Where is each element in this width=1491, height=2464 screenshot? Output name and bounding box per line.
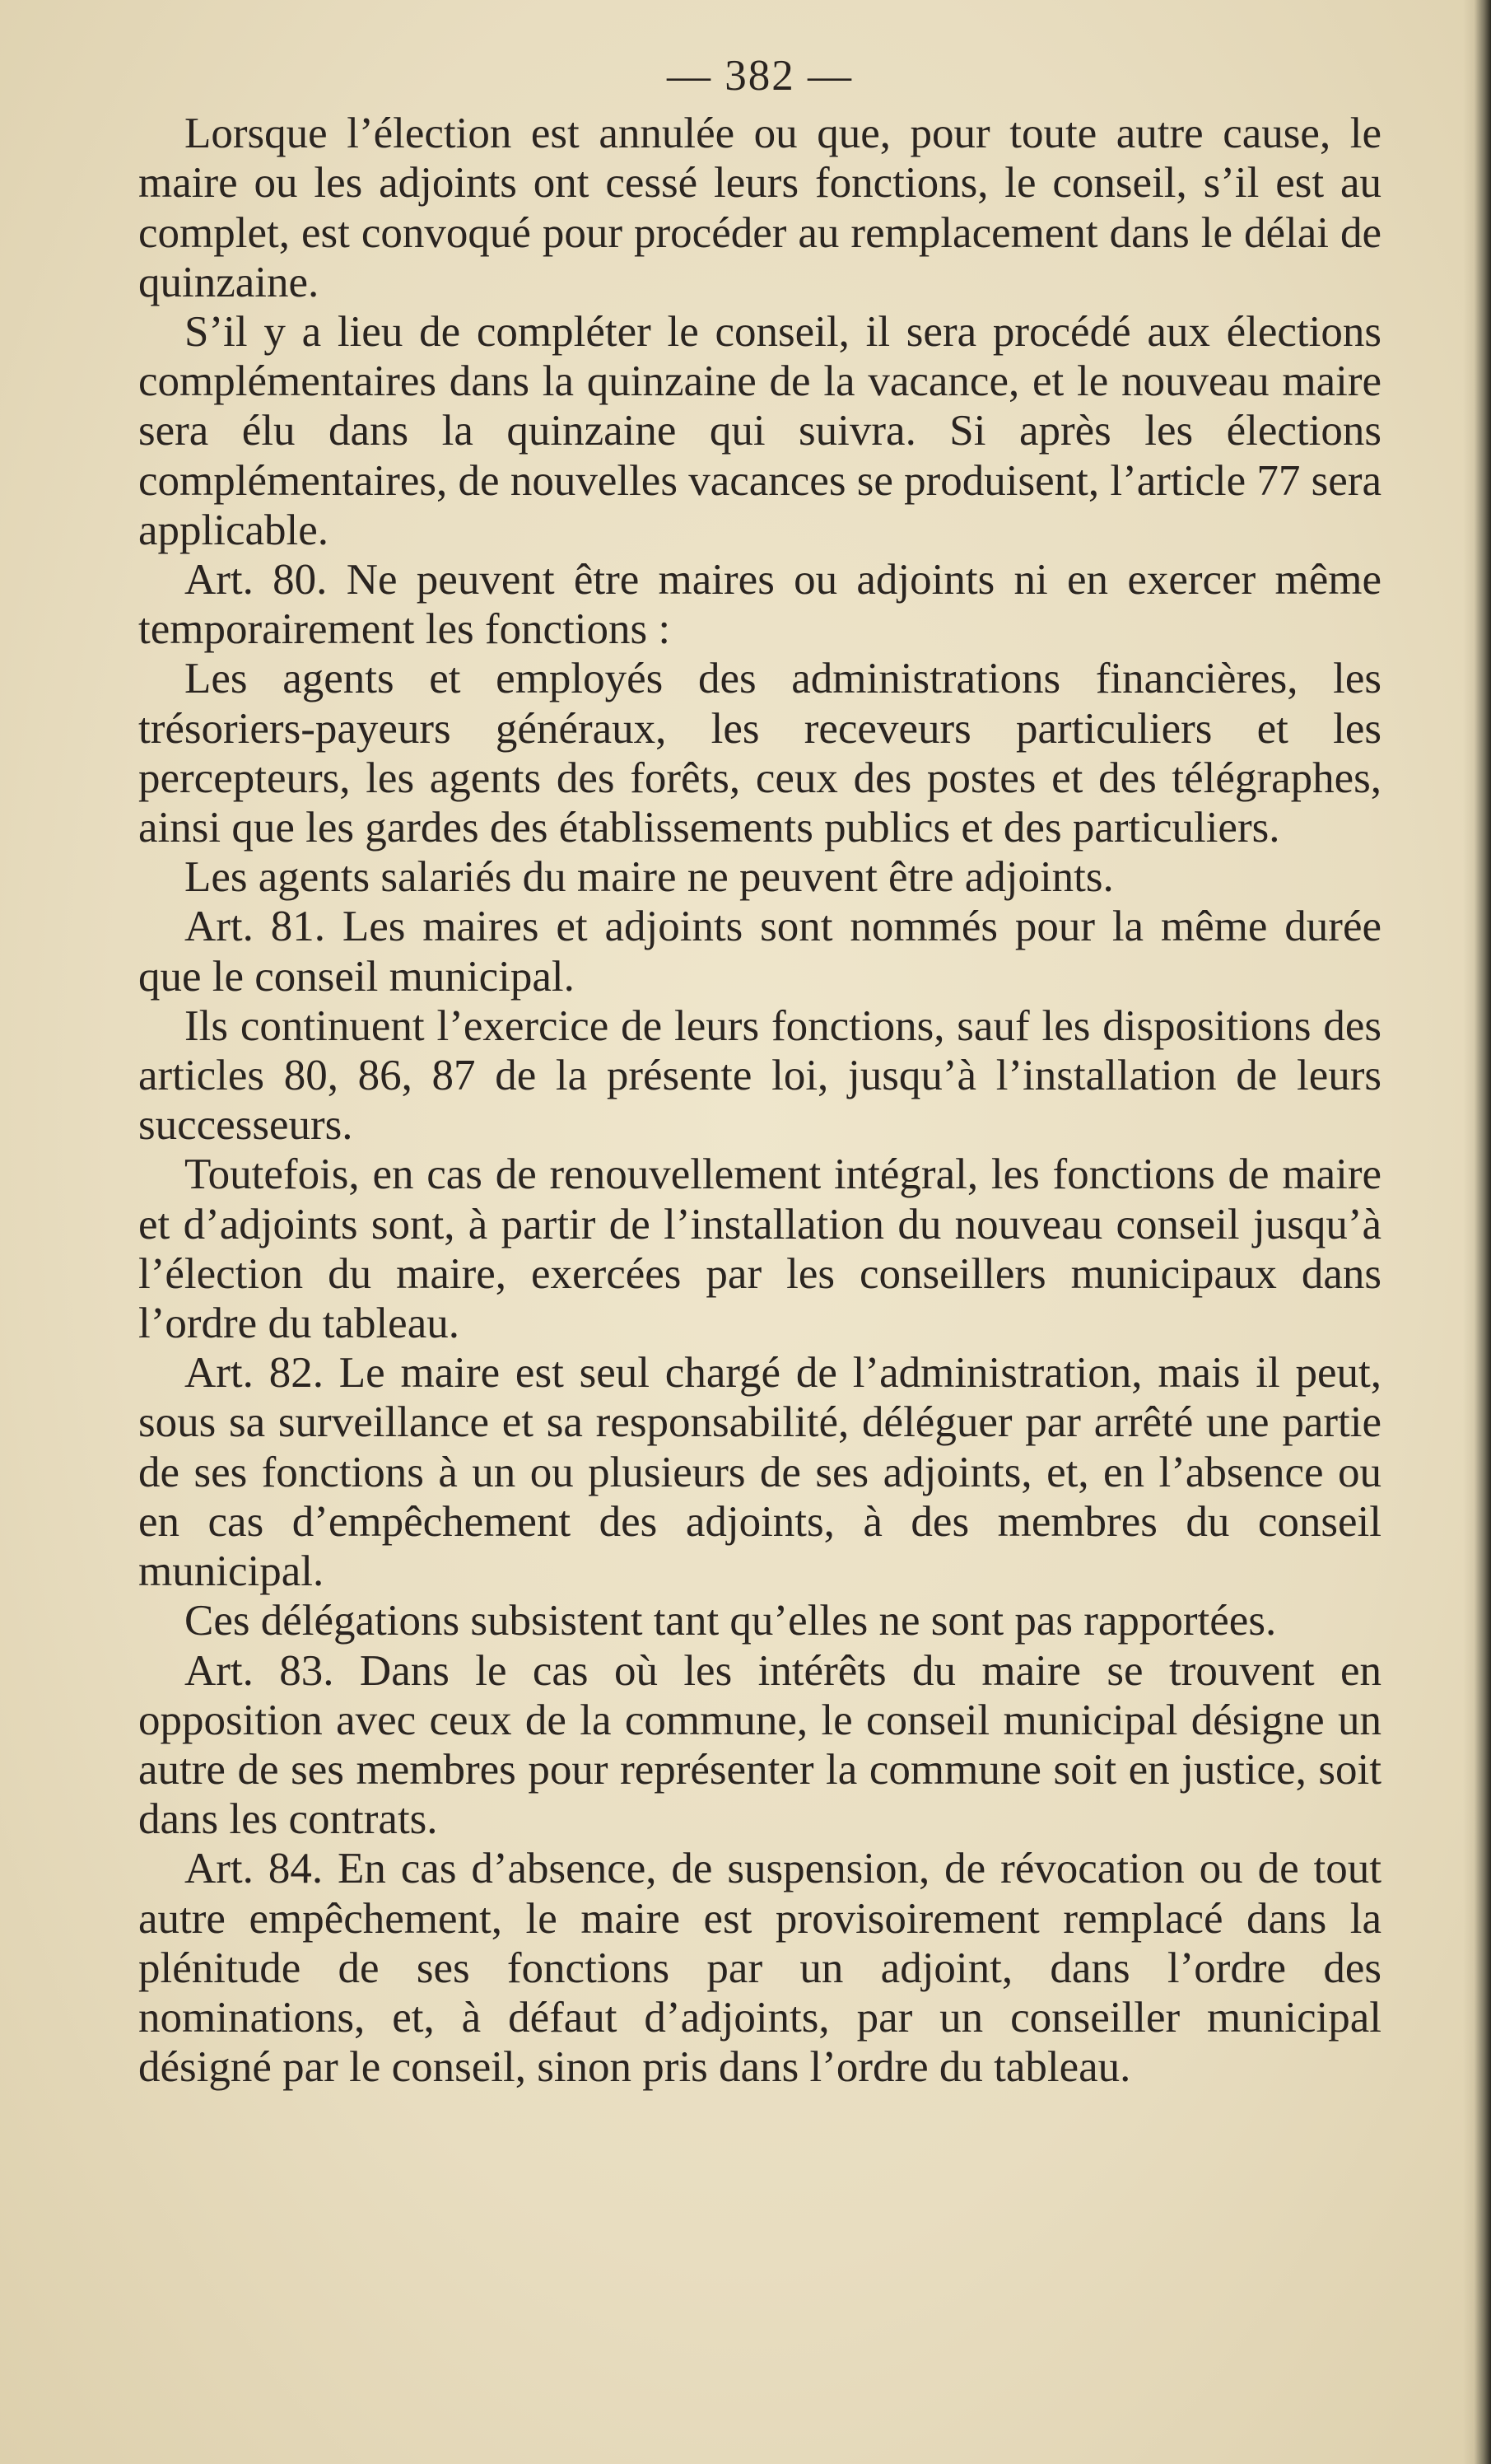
paragraph-article-80: Art. 80. Ne peuvent être maires ou adjoints ni en exercer même temporairement les fonctions : <box>138 556 1382 654</box>
paragraph-delegations: Ces délégations subsistent tant qu’elles ne sont pas rapportées. <box>184 1597 1277 1645</box>
page-edge-shadow <box>1463 0 1491 2464</box>
page-number: — 382 — <box>667 52 853 100</box>
paragraph-article-83: Art. 83. Dans le cas où les intérêts du maire se trouvent en opposition avec ceux de la commune, le conseil municipal désigne un autre de ses membres pour représenter la commune soit en justice, soit dans les contrats. <box>138 1646 1382 1844</box>
paragraph-continuent-exercice: Ils continuent l’exercice de leurs fonctions, sauf les dispositions des articles 80, 86, 87 de la présente loi, jusqu’à l’installation de leurs successeurs. <box>138 1001 1382 1150</box>
paragraph-renouvellement-integral: Toutefois, en cas de renouvellement intégral, les fonctions de maire et d’adjoints sont, à partir de l’installation du nouveau conseil jusqu’à l’élection du maire, exercées par les conseillers municipaux dans l’ordre du tableau. <box>138 1150 1382 1348</box>
page-text <box>138 51 1382 2092</box>
paragraph-elections-complementaires: S’il y a lieu de compléter le conseil, il sera procédé aux élections complémentaires dans la quinzaine de la vacance, et le nouveau maire sera élu dans la quinzaine qui suivra. Si après les élections complémentaires, de nouvelles vacances se produisent, l’article 77 sera applicable. <box>138 308 1382 554</box>
paragraph-election-annulee: Lorsque l’élection est annulée ou que, pour toute autre cause, le maire ou les adjoints ont cessé leurs fonctions, le conseil, s’il est au complet, est convoqué pour procéder au remplacement dans le délai de quinzaine. <box>138 110 1382 306</box>
paragraph-agents-salaries: Les agents salariés du maire ne peuvent être adjoints. <box>184 853 1114 902</box>
paragraph-article-81: Art. 81. Les maires et adjoints sont nommés pour la même durée que le conseil municipal. <box>138 903 1382 1001</box>
paragraph-article-82: Art. 82. Le maire est seul chargé de l’administration, mais il peut, sous sa surveillance et sa responsabilité, déléguer par arrêté une partie de ses fonctions à un ou plusieurs de ses adjoints, et, en l’absence ou en cas d’empêchement des adjoints, à des membres du conseil municipal. <box>138 1349 1382 1596</box>
paragraph-agents-employes: Les agents et employés des administrations financières, les trésoriers-payeurs généraux, les receveurs particuliers et les percepteurs, les agents des forêts, ceux des postes et des télégraphes, ainsi que les gardes des établissements publics et des particuliers. <box>138 655 1382 852</box>
paragraph-article-84: Art. 84. En cas d’absence, de suspension, de révocation ou de tout autre empêchement, le maire est provisoirement remplacé dans la plénitude de ses fonctions par un adjoint, dans l’ordre des nominations, et, à défaut d’adjoints, par un conseiller municipal désigné par le conseil, sinon pris dans l’ordre du tableau. <box>138 1845 1382 2092</box>
